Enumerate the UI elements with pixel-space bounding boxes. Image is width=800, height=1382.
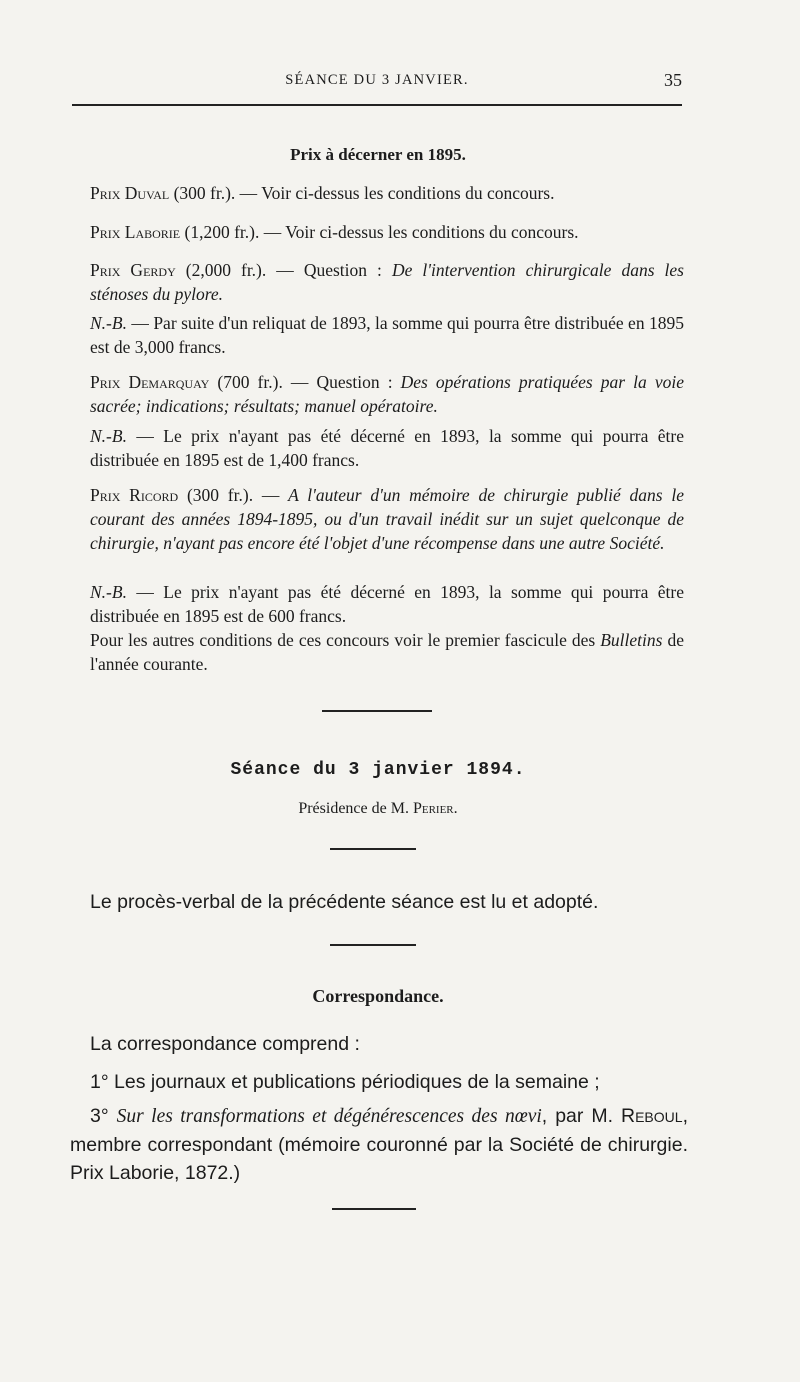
session-title: Séance du 3 janvier 1894. (230, 760, 526, 780)
note-ricord (90, 580, 684, 628)
president-name: Perier. (412, 800, 458, 817)
prize-text: (300 fr.). — Voir ci-dessus les conditions du concours. (169, 183, 555, 203)
prize-question: A l'auteur d'un mémoire de chirurgie publié dans le courant des années 1894-1895, ou d'un travail inédit sur un sujet quelconque de chirurgie, n'ayant pas encore été l'objet d'une récompense dans une autre Société. (90, 485, 684, 553)
item-number: 3° (90, 1105, 117, 1127)
prize-question: Des opérations pratiquées par la voie sacrée; indications; résultats; manuel opératoire. (90, 372, 684, 416)
separator-rule (330, 848, 416, 850)
nb-text: — Par suite d'un reliquat de 1893, la somme qui pourra être distribuée en 1895 est de 3,000 francs. (90, 313, 684, 357)
prize-demarquay (90, 370, 684, 418)
note-demarquay (90, 424, 684, 472)
prize-text: (700 fr.). — Question : (209, 372, 401, 392)
closing-note (90, 628, 684, 676)
prize-ricord (90, 483, 684, 555)
nb-text: — Le prix n'ayant pas été décerné en 1893, la somme qui pourra être distribuée en 1895 est de 600 francs. (90, 582, 684, 626)
correspondence-heading: Correspondance. (312, 986, 444, 1006)
separator-rule (322, 710, 432, 712)
prize-name: Prix Ricord (90, 485, 179, 505)
running-head (72, 68, 682, 92)
minutes-statement: Le procès-verbal de la précédente séance est lu et adopté. (90, 891, 599, 913)
closing-after: de l'année courante. (90, 630, 684, 674)
separator-rule (332, 1208, 416, 1210)
closing-before: Pour les autres conditions de ces concours voir le premier fascicule des (90, 630, 601, 650)
prize-name: Prix Gerdy (90, 260, 176, 280)
page-number: 35 (664, 70, 682, 90)
running-title: SÉANCE DU 3 JANVIER. (285, 72, 469, 88)
prize-laborie (90, 220, 684, 244)
nb-text: — Le prix n'ayant pas été décerné en 1893, la somme qui pourra être distribuée en 1895 est de 1,400 francs. (90, 426, 684, 470)
prize-name: Prix Laborie (90, 222, 181, 242)
prize-gerdy (90, 258, 684, 306)
item-title: Sur les transformations et dégénérescences des nœvi (116, 1106, 542, 1127)
item-rest: , membre correspondant (mémoire couronné par la Société de chirurgie. Prix Laborie, 1872.) (70, 1105, 688, 1184)
prizes-heading: Prix à décerner en 1895. (290, 145, 466, 164)
nb-label: N.-B. (90, 313, 127, 333)
prize-name: Prix Demarquay (90, 372, 210, 392)
nb-label: N.-B. (90, 426, 127, 446)
prize-text: (300 fr.). — (178, 485, 289, 505)
correspondence-intro: La correspondance comprend : (90, 1033, 360, 1055)
item-by: , par M. (541, 1105, 622, 1127)
session-presidence (0, 800, 756, 818)
prize-text: (1,200 fr.). — Voir ci-dessus les conditions du concours. (180, 222, 579, 242)
nb-label: N.-B. (90, 582, 127, 602)
prize-duval (90, 181, 684, 205)
presidence-label: Présidence de M. (298, 800, 413, 817)
prize-question: De l'intervention chirurgicale dans les sténoses du pylore. (90, 260, 684, 304)
note-gerdy (90, 311, 684, 359)
prize-name: Prix Duval (90, 183, 170, 203)
closing-italic: Bulletins (600, 630, 663, 650)
header-rule (72, 104, 682, 106)
correspondence-item-3 (70, 1102, 688, 1187)
item-author: Reboul (621, 1105, 683, 1127)
separator-rule (330, 944, 416, 946)
correspondence-item-1: 1° Les journaux et publications périodiques de la semaine ; (90, 1071, 600, 1093)
prize-text: (2,000 fr.). — Question : (175, 260, 392, 280)
